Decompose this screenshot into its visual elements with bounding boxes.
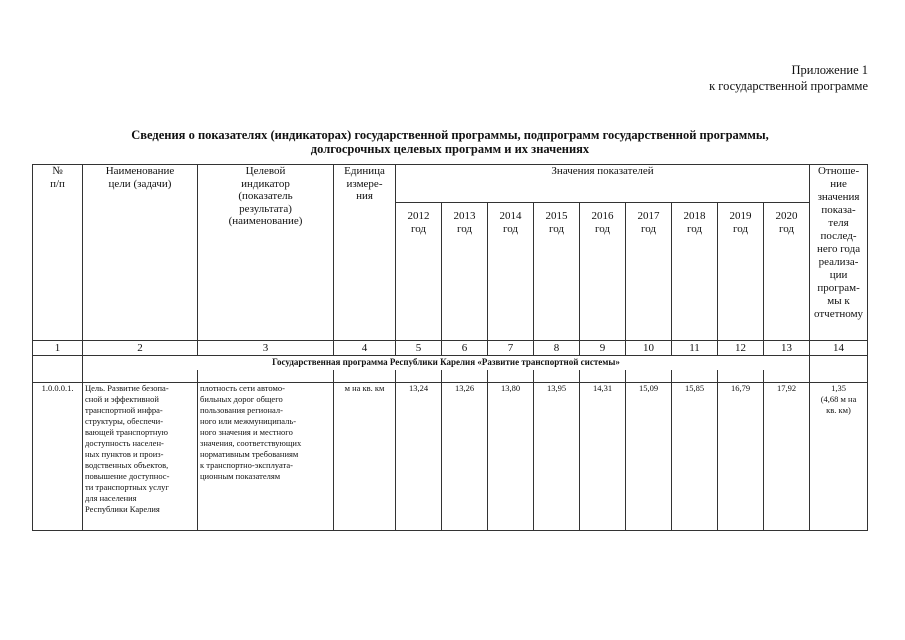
row-goal-line: повышение доступнос-	[85, 470, 170, 481]
spacer-cell	[488, 370, 534, 383]
header-ratio-line: мы к	[827, 295, 850, 307]
header-indicator-line: результата)	[239, 202, 292, 215]
program-spacer	[33, 356, 83, 370]
spacer-cell	[83, 370, 198, 383]
year-suffix: год	[456, 222, 473, 235]
header-ratio-line: показа-	[821, 204, 856, 216]
year-suffix: год	[410, 222, 427, 235]
spacer-cell	[442, 370, 488, 383]
row-goal-line: ных пунктов и произ-	[85, 448, 164, 459]
title-line-2: долгосрочных целевых программ и их значениях	[310, 142, 590, 156]
column-number: 7	[488, 341, 534, 356]
year-suffix: год	[640, 222, 657, 235]
year-suffix: год	[732, 222, 749, 235]
row-goal-line: Республики Карелия	[85, 503, 160, 514]
column-number: 11	[672, 341, 718, 356]
column-number: 8	[534, 341, 580, 356]
header-indicator	[198, 165, 334, 341]
year-label: 2018	[683, 210, 706, 222]
row-value-2014: 13,80	[488, 382, 534, 530]
row-indicator-line: нормативным требованиям	[200, 448, 299, 459]
row-indicator-line: ного или межмуниципаль-	[200, 415, 297, 426]
row-code: 1.0.0.0.1.	[33, 382, 83, 530]
spacer-cell	[534, 370, 580, 383]
year-label: 2017	[637, 210, 660, 222]
spacer-cell	[334, 370, 396, 383]
year-label: 2013	[453, 210, 476, 222]
row-value-2018: 15,85	[672, 382, 718, 530]
column-number: 2	[83, 341, 198, 356]
header-ratio-line: програм-	[817, 282, 860, 294]
year-suffix: год	[594, 222, 611, 235]
header-year-2014	[488, 203, 534, 341]
header-ratio-line: ние	[830, 178, 847, 190]
header-year-2016	[580, 203, 626, 341]
header-indicator-line: Целевой	[245, 165, 286, 177]
column-number: 6	[442, 341, 488, 356]
spacer-cell	[626, 370, 672, 383]
program-title: Государственная программа Республики Карелия «Развитие транспортной системы»	[83, 356, 810, 370]
header-year-2019	[718, 203, 764, 341]
header-year-2015	[534, 203, 580, 341]
column-number: 10	[626, 341, 672, 356]
spacer-cell	[764, 370, 810, 383]
header-ratio-line: отчетному	[814, 308, 864, 320]
header-year-2017	[626, 203, 672, 341]
document-title	[32, 128, 868, 156]
spacer-cell	[33, 370, 83, 383]
row-goal-line: транспортной инфра-	[85, 404, 163, 415]
row-indicator-line: ного значения и местного	[200, 426, 293, 437]
row-value-2015: 13,95	[534, 382, 580, 530]
header-ratio	[810, 165, 868, 341]
header-num-line: п/п	[50, 177, 65, 190]
header-unit-line: измере-	[346, 177, 383, 190]
annex-line-2: к государственной программе	[709, 79, 868, 93]
year-label: 2019	[729, 210, 752, 222]
indicators-table	[32, 164, 868, 531]
year-suffix: год	[548, 222, 565, 235]
row-goal-line: Цель. Развитие безопа-	[85, 382, 169, 393]
annex-caption	[648, 62, 868, 94]
column-number: 13	[764, 341, 810, 356]
spacer-cell	[810, 370, 868, 383]
row-goal-line: водственных объектов,	[85, 459, 169, 470]
header-values-group: Значения показателей	[396, 165, 810, 203]
row-value-2012: 13,24	[396, 382, 442, 530]
row-ratio-line: кв. км)	[826, 404, 851, 415]
column-number: 12	[718, 341, 764, 356]
row-ratio-line: 1,35	[831, 382, 846, 393]
row-goal-line: структуры, обеспечи-	[85, 415, 164, 426]
year-label: 2015	[545, 210, 568, 222]
row-indicator	[198, 382, 334, 530]
row-indicator-line: значения, соответствующих	[200, 437, 302, 448]
header-year-2013	[442, 203, 488, 341]
spacer-cell	[672, 370, 718, 383]
title-line-1: Сведения о показателях (индикаторах) государственной программы, подпрограмм государственной программы,	[131, 128, 769, 142]
row-goal-line: сной и эффективной	[85, 393, 159, 404]
header-unit	[334, 165, 396, 341]
row-indicator-line: бильных дорог общего	[200, 393, 283, 404]
header-ratio-line: Отноше-	[817, 165, 860, 177]
column-number: 1	[33, 341, 83, 356]
column-number-row	[33, 341, 868, 356]
row-value-2016: 14,31	[580, 382, 626, 530]
header-indicator-line: (показатель	[238, 190, 293, 202]
header-year-2020	[764, 203, 810, 341]
year-label: 2016	[591, 210, 614, 222]
row-goal-line: ти транспортных услуг	[85, 481, 169, 492]
year-suffix: год	[779, 222, 795, 235]
row-indicator-line: пользования регионал-	[200, 404, 283, 415]
spacer-cell	[718, 370, 764, 383]
header-goal-line: цели (задачи)	[108, 177, 172, 190]
column-number: 4	[334, 341, 396, 356]
row-value-2020: 17,92	[764, 382, 810, 530]
row-goal	[83, 382, 198, 530]
spacer-cell	[580, 370, 626, 383]
header-num-line: №	[52, 165, 63, 177]
row-goal-line: вающей транспортную	[85, 426, 168, 437]
row-value-2019: 16,79	[718, 382, 764, 530]
year-suffix: год	[686, 222, 703, 235]
year-label: 2014	[499, 210, 522, 222]
row-value-2017: 15,09	[626, 382, 672, 530]
header-indicator-line: (наименование)	[228, 215, 303, 227]
year-label: 2020	[775, 210, 798, 222]
annex-line-1: Приложение 1	[791, 63, 868, 77]
spacer-cell	[396, 370, 442, 383]
row-indicator-line: к транспортно-эксплуата-	[200, 459, 293, 470]
spacer-row	[33, 370, 868, 383]
row-unit: м на кв. км	[334, 382, 396, 530]
header-ratio-line: послед-	[820, 230, 857, 242]
spacer-cell	[198, 370, 334, 383]
header-year-2018	[672, 203, 718, 341]
header-unit-line: Единица	[344, 165, 385, 177]
table-row	[33, 382, 868, 530]
row-goal-line: для населения	[85, 492, 137, 503]
header-indicator-line: индикатор	[241, 177, 290, 190]
year-label: 2012	[407, 210, 430, 222]
header-ratio-line: значения	[817, 191, 860, 203]
program-title-row	[33, 356, 868, 370]
column-number: 14	[810, 341, 868, 356]
row-ratio-line: (4,68 м на	[820, 393, 857, 404]
row-indicator-line: ционным показателям	[200, 470, 281, 481]
column-number: 5	[396, 341, 442, 356]
header-goal-line: Наименование	[105, 165, 175, 177]
row-value-2013: 13,26	[442, 382, 488, 530]
program-spacer	[810, 356, 868, 370]
header-ratio-line: ции	[829, 269, 848, 281]
row-ratio	[810, 382, 868, 530]
header-num	[33, 165, 83, 341]
header-ratio-line: реализа-	[818, 256, 859, 268]
header-ratio-line: него года	[816, 243, 861, 255]
header-year-2012	[396, 203, 442, 341]
year-suffix: год	[502, 222, 519, 235]
row-goal-line: доступность населен-	[85, 437, 164, 448]
row-indicator-line: плотность сети автомо-	[200, 382, 285, 393]
column-number: 3	[198, 341, 334, 356]
header-unit-line: ния	[356, 190, 373, 202]
header-ratio-line: теля	[828, 217, 849, 229]
column-number: 9	[580, 341, 626, 356]
header-goal	[83, 165, 198, 341]
